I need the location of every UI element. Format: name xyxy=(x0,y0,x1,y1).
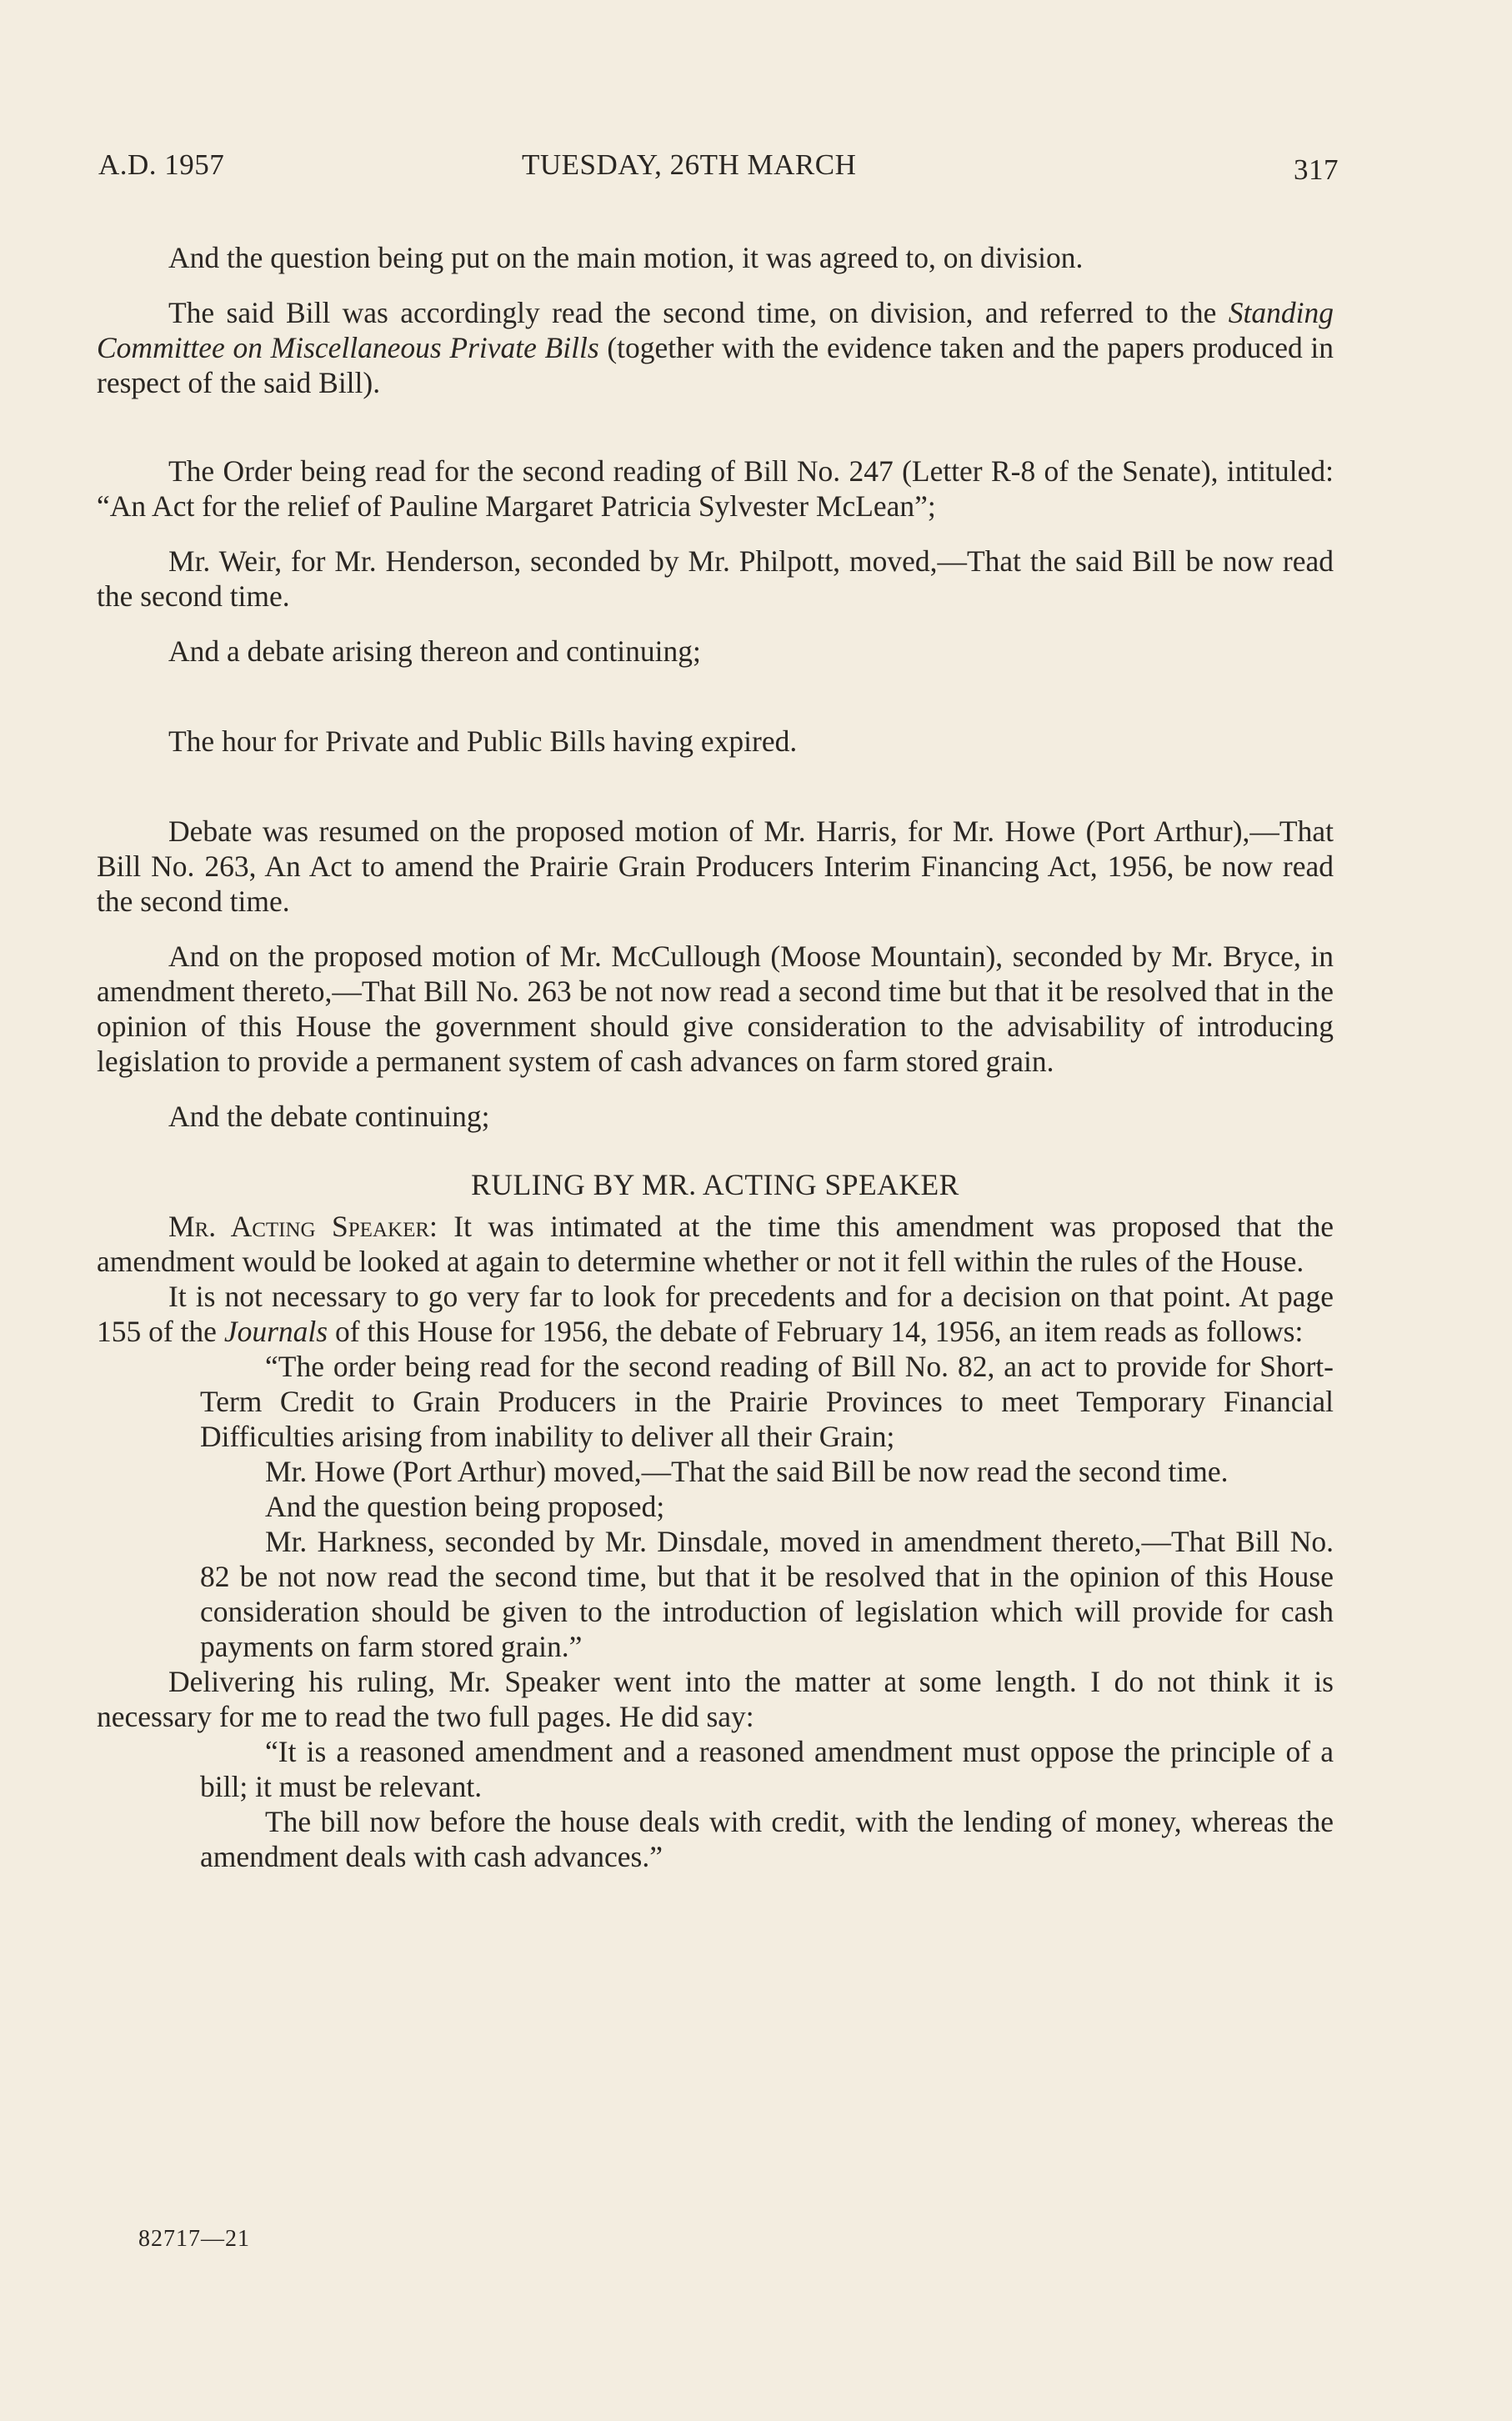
header-year: A.D. 1957 xyxy=(98,148,225,181)
paragraph-bill-referred xyxy=(97,295,1334,400)
print-code: 82717—21 xyxy=(138,2226,250,2252)
paragraph-hour-expired: The hour for Private and Public Bills having expired. xyxy=(168,724,798,758)
quote-reasoned-amendment: “It is a reasoned amendment and a reasoned amendment must oppose the principle of a bill; it must be relevant. xyxy=(200,1735,1334,1803)
paragraph-debate-resumed: Debate was resumed on the proposed motion of Mr. Harris, for Mr. Howe (Port Arthur),—That Bill No. 263, An Act to amend the Prairie Grain Producers Interim Financing Act, 1956, be now read the second time. xyxy=(97,815,1334,918)
quote-question-proposed: And the question being proposed; xyxy=(265,1490,665,1523)
committee-name: Standing Committee on Miscellaneous Private Bills xyxy=(97,296,1334,364)
paragraph-debate-arising: And a debate arising thereon and continuing; xyxy=(168,634,701,668)
paragraph-bill-referred-end: (together with the evidence taken and the papers produced in respect of the said Bill). xyxy=(97,331,1334,399)
running-head xyxy=(98,148,1339,190)
section-heading: RULING BY MR. ACTING SPEAKER xyxy=(471,1168,959,1201)
quote-credit-vs-advances: The bill now before the house deals with credit, with the lending of money, whereas the amendment deals with cash advances.” xyxy=(200,1805,1334,1873)
paragraph-precedents-start: It is not necessary to go very far to look for precedents and for a decision on that point. At page 155 of the xyxy=(97,1280,1334,1348)
page-body xyxy=(97,240,1334,1874)
speaker-label: Mr. Acting Speaker: xyxy=(168,1210,438,1243)
paragraph-precedents xyxy=(97,1279,1334,1349)
paragraph-order-bill-247: The Order being read for the second reading of Bill No. 247 (Letter R-8 of the Senate), intituled: “An Act for the relief of Pauline Margaret Patricia Sylvester McLean”; xyxy=(97,454,1334,523)
paragraph-acting-speaker xyxy=(97,1209,1334,1279)
paragraph-debate-continuing: And the debate continuing; xyxy=(168,1100,490,1133)
paragraph-main-motion: And the question being put on the main motion, it was agreed to, on division. xyxy=(168,241,1084,274)
paragraph-amendment-motion: And on the proposed motion of Mr. McCullough (Moose Mountain), seconded by Mr. Bryce, in amendment thereto,—That Bill No. 263 be not now read a second time but that it be resolved that in the opinion of this House the government should give consideration to the advisability of introducing legislation to provide a permanent system of cash advances on farm stored grain. xyxy=(97,940,1334,1078)
paragraph-acting-speaker-text: It was intimated at the time this amendment was proposed that the amendment would be looked at again to determine whether or not it fell within the rules of the House. xyxy=(97,1210,1334,1278)
paragraph-precedents-end: of this House for 1956, the debate of February 14, 1956, an item reads as follows: xyxy=(328,1315,1304,1348)
paragraph-bill-referred-start: The said Bill was accordingly read the second time, on division, and referred to the xyxy=(168,296,1229,329)
header-date: TUESDAY, 26TH MARCH xyxy=(522,148,857,181)
quote-harkness-amendment: Mr. Harkness, seconded by Mr. Dinsdale, moved in amendment thereto,—That Bill No. 82 be not now read the second time, but that it be resolved that in the opinion of this House consideration should be given to the introduction of legislation which will provide for cash payments on farm stored grain.” xyxy=(200,1525,1334,1663)
paragraph-weir-motion: Mr. Weir, for Mr. Henderson, seconded by Mr. Philpott, moved,—That the said Bill be now read the second time. xyxy=(97,544,1334,613)
quote-howe-motion: Mr. Howe (Port Arthur) moved,—That the said Bill be now read the second time. xyxy=(265,1455,1229,1488)
journals-title: Journals xyxy=(223,1315,328,1348)
quote-order-bill-82: “The order being read for the second reading of Bill No. 82, an act to provide for Short-Term Credit to Grain Producers in the Prairie Provinces to meet Temporary Financial Difficulties arising from inability to deliver all their Grain; xyxy=(200,1350,1334,1453)
page-number: 317 xyxy=(1294,153,1339,186)
paragraph-delivering-ruling: Delivering his ruling, Mr. Speaker went into the matter at some length. I do not think it is necessary for me to read the two full pages. He did say: xyxy=(97,1665,1334,1733)
